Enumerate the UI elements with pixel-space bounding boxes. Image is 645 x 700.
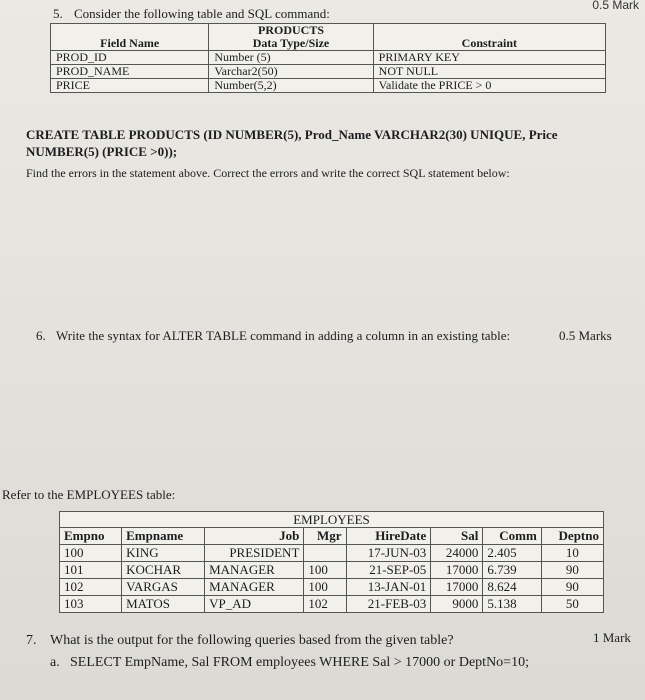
cell: 103 — [60, 596, 122, 613]
table-row — [51, 79, 606, 93]
cell: PROD_ID — [51, 51, 209, 65]
q7-text: What is the output for the following queries based from the given table? — [50, 633, 454, 648]
q7-number: 7. — [26, 633, 37, 648]
cell: NOT NULL — [373, 65, 605, 79]
table-row — [60, 596, 604, 613]
q6-number: 6. — [36, 328, 46, 343]
employees-table-title: EMPLOYEES — [60, 512, 604, 528]
cell: MATOS — [122, 596, 205, 613]
cell: PRICE — [51, 79, 209, 93]
header-empno: Empno — [60, 528, 122, 545]
cell: 17000 — [431, 562, 483, 579]
corner-marks: 0.5 Mark — [592, 0, 639, 12]
q5-text: Consider the following table and SQL command: — [74, 6, 330, 21]
q5-number: 5. — [53, 6, 63, 21]
cell: KING — [122, 545, 205, 562]
sql-statement-line2: NUMBER(5) (PRICE >0)); — [26, 144, 178, 159]
cell: 50 — [541, 596, 603, 613]
header-comm: Comm — [483, 528, 541, 545]
cell: MANAGER — [205, 579, 304, 596]
cell: 24000 — [431, 545, 483, 562]
cell: 101 — [60, 562, 122, 579]
cell: KOCHAR — [122, 562, 205, 579]
cell: 90 — [541, 562, 603, 579]
products-table-title: PRODUCTS — [209, 24, 373, 38]
header-empname: Empname — [122, 528, 205, 545]
cell: 2.405 — [483, 545, 541, 562]
header-job: Job — [205, 528, 304, 545]
cell: 102 — [60, 579, 122, 596]
cell: 100 — [304, 579, 346, 596]
cell: PRIMARY KEY — [373, 51, 605, 65]
cell: MANAGER — [205, 562, 304, 579]
header-mgr: Mgr — [304, 528, 346, 545]
table-row — [60, 562, 604, 579]
q6-marks: 0.5 Marks — [559, 328, 612, 343]
header-data-type: Data Type/Size — [209, 37, 373, 51]
cell: 9000 — [431, 596, 483, 613]
header-hiredate: HireDate — [346, 528, 431, 545]
header-constraint: Constraint — [373, 37, 605, 51]
cell: Number(5,2) — [209, 79, 373, 93]
cell: 6.739 — [483, 562, 541, 579]
table-row — [60, 545, 604, 562]
cell: Validate the PRICE > 0 — [373, 79, 605, 93]
cell: 100 — [304, 562, 346, 579]
cell: 21-SEP-05 — [346, 562, 431, 579]
header-sal: Sal — [431, 528, 483, 545]
cell: PROD_NAME — [51, 65, 209, 79]
cell: 100 — [60, 545, 122, 562]
cell: 90 — [541, 579, 603, 596]
table-row — [51, 65, 606, 79]
cell: 102 — [304, 596, 346, 613]
products-table — [50, 23, 606, 93]
refer-text: Refer to the EMPLOYEES table: — [2, 487, 176, 502]
cell: Varchar2(50) — [209, 65, 373, 79]
q7a-label: a. — [50, 655, 60, 670]
table-row — [60, 579, 604, 596]
table-row — [51, 51, 606, 65]
cell: PRESIDENT — [205, 545, 304, 562]
q7a-query: SELECT EmpName, Sal FROM employees WHERE Sal > 17000 or DeptNo=10; — [70, 655, 529, 670]
cell — [304, 545, 346, 562]
cell: VP_AD — [205, 596, 304, 613]
cell: 21-FEB-03 — [346, 596, 431, 613]
cell: 17000 — [431, 579, 483, 596]
employees-table — [59, 511, 604, 613]
q5-instruction: Find the errors in the statement above. Correct the errors and write the correct SQL statement below: — [26, 166, 510, 180]
cell: 8.624 — [483, 579, 541, 596]
sql-statement-line1: CREATE TABLE PRODUCTS (ID NUMBER(5), Prod_Name VARCHAR2(30) UNIQUE, Price — [26, 127, 558, 142]
q7-marks: 1 Mark — [593, 630, 631, 645]
cell: 17-JUN-03 — [346, 545, 431, 562]
cell: VARGAS — [122, 579, 205, 596]
cell: 5.138 — [483, 596, 541, 613]
cell: 13-JAN-01 — [346, 579, 431, 596]
cell: Number (5) — [209, 51, 373, 65]
header-deptno: Deptno — [541, 528, 603, 545]
q6-text: Write the syntax for ALTER TABLE command in adding a column in an existing table: — [56, 328, 511, 343]
cell: 10 — [541, 545, 603, 562]
header-field-name: Field Name — [51, 37, 209, 51]
